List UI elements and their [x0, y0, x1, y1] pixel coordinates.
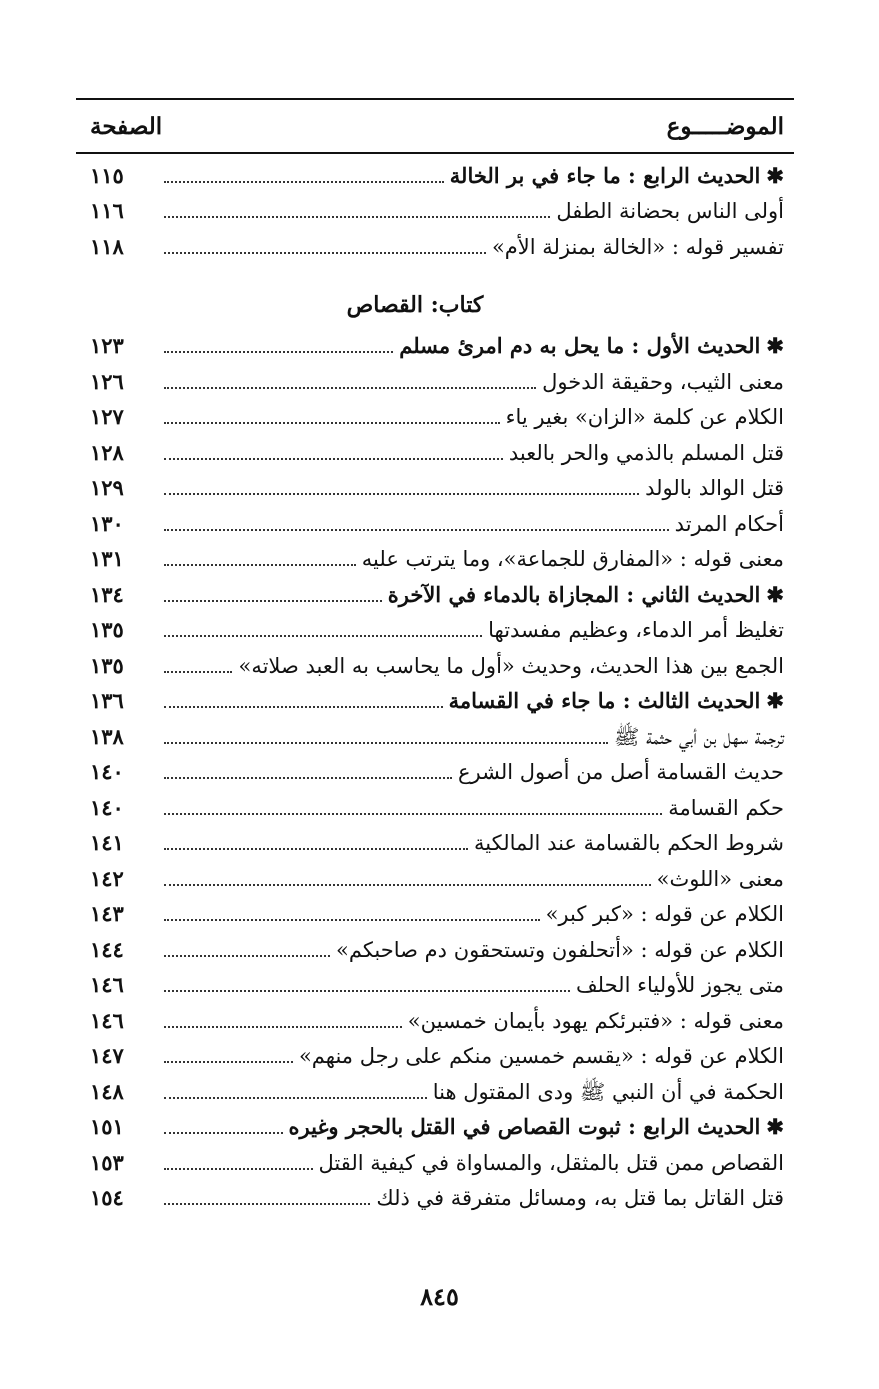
entry-title-text: الحديث الأول : ما يحل به دم امرئ مسلم	[399, 333, 761, 358]
entry-title-text: الحديث الثاني : المجازاة بالدماء في الآخرة	[387, 581, 761, 607]
entry-page-number: ١٤٣	[90, 901, 124, 926]
dot-leader	[164, 848, 468, 850]
entry-title-text: الحديث الرابع : ثبوت القصاص في القتل بالحجر وغيره	[288, 1114, 761, 1139]
dot-leader	[164, 351, 393, 353]
toc-list-before	[76, 154, 794, 261]
dot-leader	[164, 706, 443, 708]
entry-title-text: قتل الوالد بالولد	[645, 476, 784, 500]
toc-entry	[76, 396, 794, 432]
entry-page-number: ١١٦	[90, 198, 124, 223]
toc-entry	[76, 431, 794, 467]
entry-title-text: الحديث الثالث : ما جاء في القسامة	[448, 688, 761, 713]
dot-leader	[164, 919, 540, 921]
entry-page-number: ١٤٤	[90, 936, 124, 962]
toc-entry	[76, 538, 794, 574]
toc-entry	[76, 190, 794, 226]
toc-entry	[76, 154, 794, 190]
dot-leader	[164, 422, 500, 424]
entry-page-number: ١٣٥	[90, 617, 124, 642]
entry-page-number: ١٤٨	[90, 1078, 124, 1104]
section-gap	[76, 261, 794, 285]
entry-page-number: ١٣٥	[90, 652, 124, 678]
toc-entry	[76, 1177, 794, 1213]
topic-column-label: الموضـــــوع	[666, 112, 784, 140]
entry-title	[452, 758, 794, 786]
entry-page-number: ١٥٤	[90, 1185, 124, 1210]
entry-page-number: ١١٥	[90, 162, 124, 188]
dot-leader	[164, 216, 550, 218]
dot-leader	[164, 387, 536, 389]
toc-entry	[76, 822, 794, 858]
toc-entry	[76, 573, 794, 609]
toc-entry	[76, 644, 794, 680]
entry-title	[443, 687, 794, 715]
entry-title	[232, 652, 794, 680]
dot-leader	[164, 671, 232, 673]
entry-title	[550, 197, 794, 225]
dot-leader	[164, 529, 669, 531]
toc-entry	[76, 964, 794, 1000]
toc-entry	[76, 1035, 794, 1071]
entry-title	[330, 936, 794, 964]
entry-page-number: ١٢٧	[90, 404, 124, 429]
toc-entry	[76, 680, 794, 716]
entry-title	[669, 510, 794, 538]
dot-leader	[164, 564, 356, 566]
toc-list-main	[76, 325, 794, 1213]
entry-title	[651, 865, 794, 893]
toc-entry	[76, 857, 794, 893]
toc-entry	[76, 502, 794, 538]
dot-leader	[164, 990, 570, 992]
entry-page-number: ١٣١	[90, 546, 124, 571]
toc-entry	[76, 999, 794, 1035]
dot-leader	[164, 884, 651, 886]
entry-title-text: الجمع بين هذا الحديث، وحديث «أول ما يحاسب به العبد صلاته»	[238, 653, 784, 678]
entry-title-text: حديث القسامة أصل من أصول الشرع	[457, 760, 784, 784]
entry-title	[370, 1184, 794, 1212]
entry-title-text: معنى قوله : «فتبرئكم يهود بأيمان خمسين»	[407, 1008, 784, 1033]
entry-page-number: ١٣٦	[90, 688, 124, 713]
entry-page-number: ١٢٨	[90, 439, 124, 465]
toc-entry	[76, 786, 794, 822]
star-marker: ✱	[766, 162, 784, 188]
entry-title-text: تفسير قوله : «الخالة بمنزلة الأم»	[491, 234, 784, 259]
dot-leader	[164, 1097, 427, 1099]
star-marker: ✱	[766, 581, 784, 607]
entry-title	[486, 233, 794, 261]
star-marker: ✱	[766, 1114, 784, 1139]
entry-title	[313, 1149, 794, 1177]
entry-title	[500, 403, 794, 431]
entry-title-text: الكلام عن كلمة «الزان» بغير ياء	[505, 405, 784, 429]
entry-title-text: قتل القاتل بما قتل به، ومسائل متفرقة في ذلك	[376, 1186, 784, 1210]
toc-page	[76, 98, 794, 1212]
entry-title-text: ترجمة سهل بن أبي حثمة ﷺ	[614, 724, 784, 749]
dot-leader	[164, 1203, 370, 1205]
toc-entry	[76, 715, 794, 751]
entry-title-text: أولى الناس بحضانة الطفل	[556, 199, 784, 223]
entry-title	[540, 900, 794, 928]
dot-leader	[164, 1132, 283, 1134]
entry-title-text: القصاص ممن قتل بالمثقل، والمساواة في كيفية القتل	[318, 1150, 784, 1175]
entry-page-number: ١٤١	[90, 830, 124, 855]
entry-page-number: ١٤٢	[90, 865, 124, 891]
dot-leader	[164, 955, 330, 957]
entry-title-text: تغليظ أمر الدماء، وعظيم مفسدتها	[488, 618, 784, 642]
entry-title	[444, 162, 794, 190]
entry-title	[293, 1042, 794, 1070]
toc-entry	[76, 1106, 794, 1142]
entry-title-text: معنى «اللوث»	[656, 866, 784, 891]
entry-page-number: ١٤٦	[90, 1007, 124, 1033]
entry-title	[283, 1113, 794, 1141]
entry-page-number: ١٢٦	[90, 368, 124, 394]
entry-page-number: ١٤٠	[90, 794, 124, 820]
entry-page-number: ١٢٩	[90, 475, 124, 500]
dot-leader	[164, 458, 503, 460]
entry-title	[608, 723, 794, 751]
entry-page-number: ١٤٦	[90, 972, 124, 997]
star-marker: ✱	[766, 688, 784, 713]
page-column-label: الصفحة	[90, 112, 163, 140]
entry-title-text: الحكمة في أن النبي ﷺ ودى المقتول هنا	[432, 1079, 784, 1104]
toc-entry	[76, 325, 794, 361]
entry-page-number: ١٣٨	[90, 723, 124, 749]
star-marker: ✱	[766, 333, 784, 358]
dot-leader	[164, 1168, 313, 1170]
entry-page-number: ١٢٣	[90, 333, 124, 358]
entry-title	[382, 581, 794, 609]
entry-title-text: متى يجوز للأولياء الحلف	[575, 973, 784, 997]
dot-leader	[164, 777, 452, 779]
dot-leader	[164, 742, 608, 744]
entry-title	[482, 616, 794, 644]
dot-leader	[164, 813, 662, 815]
entry-page-number: ١٣٤	[90, 581, 124, 607]
dot-leader	[164, 252, 486, 254]
entry-page-number: ١١٨	[90, 233, 124, 259]
entry-title-text: معنى قوله : «المفارق للجماعة»، وما يترتب عليه	[361, 547, 784, 571]
dot-leader	[164, 600, 382, 602]
toc-entry	[76, 360, 794, 396]
toc-entry	[76, 609, 794, 645]
entry-title-text: حكم القسامة	[668, 795, 784, 820]
toc-entry	[76, 1070, 794, 1106]
dot-leader	[164, 1061, 293, 1063]
toc-entry	[76, 1141, 794, 1177]
toc-entry	[76, 928, 794, 964]
entry-title	[536, 368, 794, 396]
dot-leader	[164, 635, 482, 637]
entry-page-number: ١٣٠	[90, 510, 124, 536]
entry-title-text: قتل المسلم بالذمي والحر بالعبد	[508, 440, 784, 465]
table-header	[76, 100, 794, 152]
entry-title	[570, 971, 794, 999]
page-number: ٨٤٥	[420, 1282, 459, 1311]
section-heading: كتاب: القصاص	[346, 291, 484, 318]
entry-page-number: ١٥١	[90, 1114, 124, 1139]
entry-title	[503, 439, 794, 467]
entry-title-text: الحديث الرابع : ما جاء في بر الخالة	[449, 162, 761, 188]
entry-title	[402, 1007, 794, 1035]
entry-title-text: شروط الحكم بالقسامة عند المالكية	[474, 831, 784, 855]
entry-title	[468, 829, 794, 857]
toc-entry	[76, 893, 794, 929]
entry-title-text: الكلام عن قوله : «كبر كبر»	[545, 902, 784, 926]
entry-title	[356, 545, 794, 573]
toc-entry	[76, 225, 794, 261]
entry-title-text: الكلام عن قوله : «أتحلفون وتستحقون دم صاحبكم»	[336, 937, 784, 962]
entry-title-text: أحكام المرتد	[674, 511, 784, 536]
dot-leader	[164, 493, 639, 495]
entry-title	[427, 1078, 794, 1106]
dot-leader	[164, 181, 444, 183]
dot-leader	[164, 1026, 402, 1028]
entry-page-number: ١٥٣	[90, 1149, 124, 1175]
entry-title-text: الكلام عن قوله : «يقسم خمسين منكم على رجل منهم»	[298, 1044, 784, 1068]
toc-entry	[76, 467, 794, 503]
entry-page-number: ١٤٠	[90, 759, 124, 784]
entry-page-number: ١٤٧	[90, 1043, 124, 1068]
entry-title-text: معنى الثيب، وحقيقة الدخول	[542, 369, 784, 394]
entry-title	[662, 794, 794, 822]
toc-entry	[76, 751, 794, 787]
entry-title	[393, 332, 794, 360]
entry-title	[639, 474, 794, 502]
